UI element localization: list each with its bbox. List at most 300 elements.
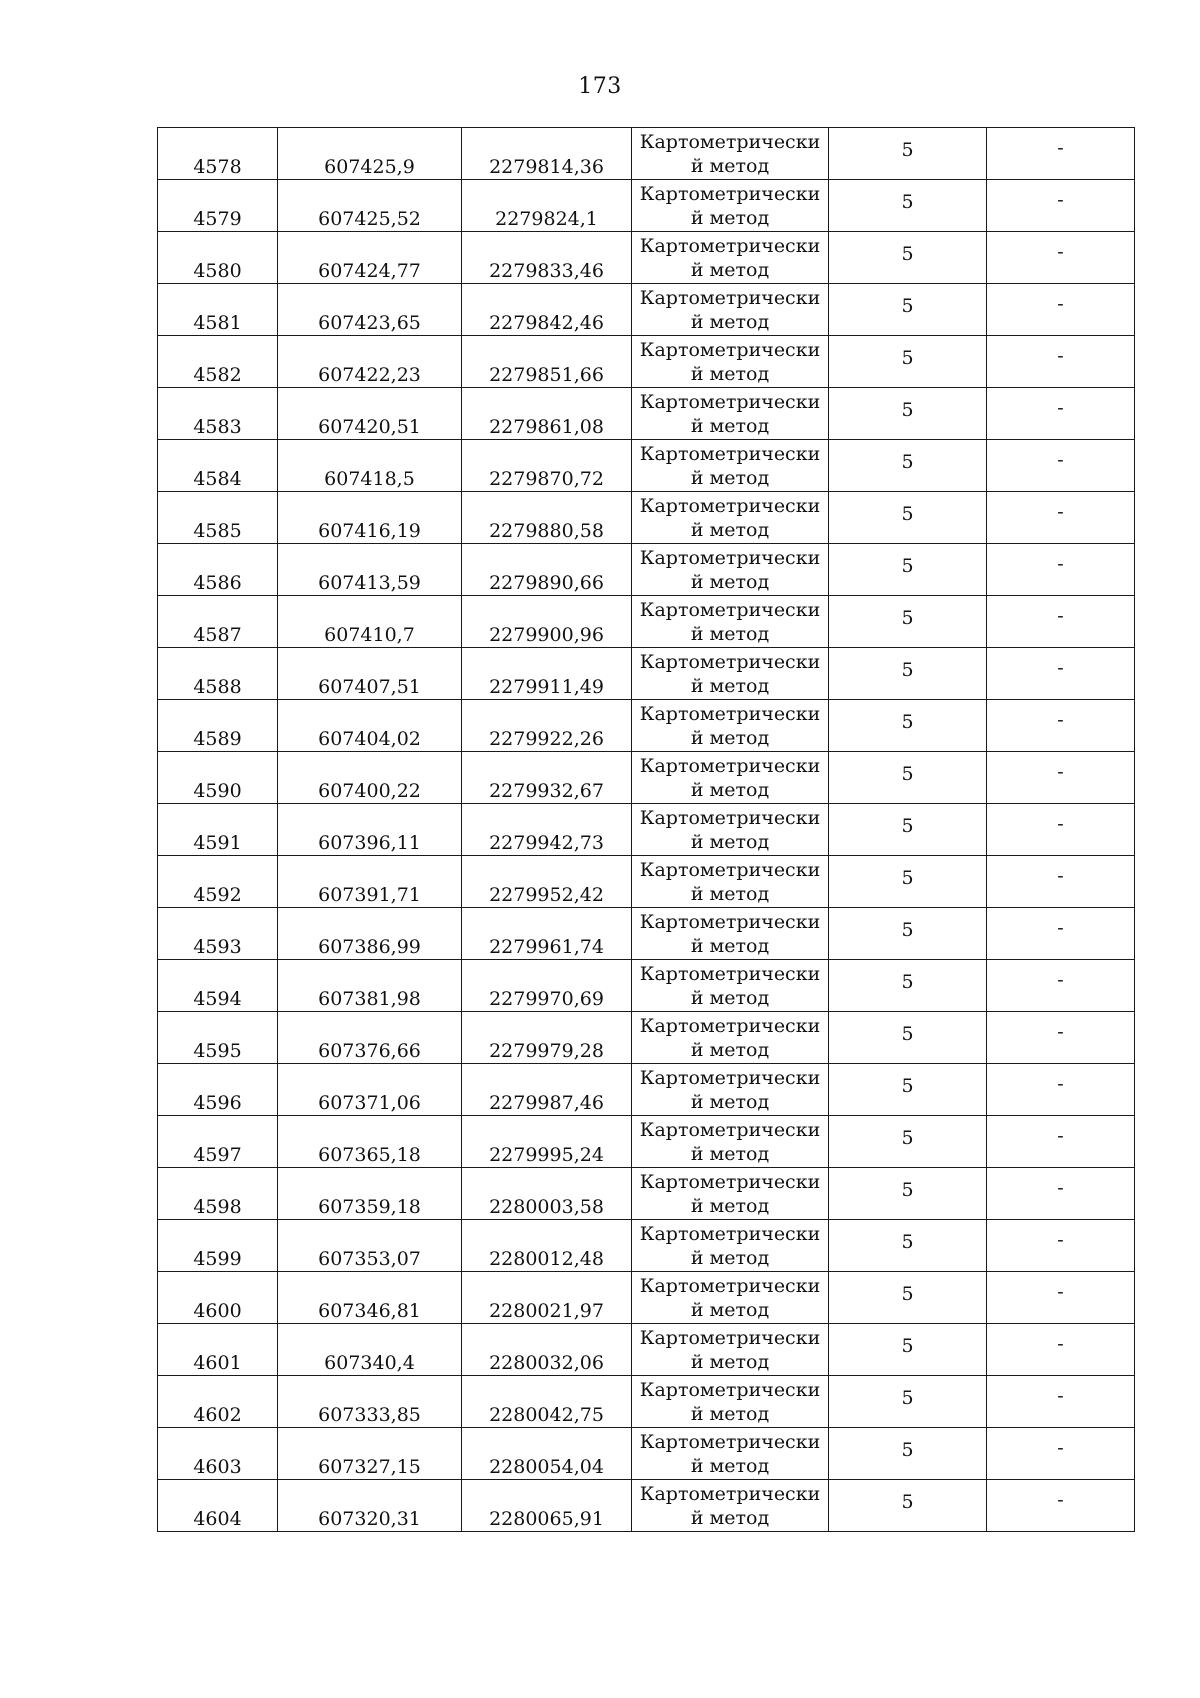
table-row: [158, 804, 1135, 856]
note-value: -: [1057, 1176, 1064, 1199]
note-cell: [987, 1480, 1135, 1532]
accuracy-value: 5: [901, 1490, 914, 1513]
accuracy-value: 5: [901, 970, 914, 993]
method-cell: [632, 804, 829, 856]
accuracy-cell: [829, 388, 987, 440]
note-cell: [987, 544, 1135, 596]
y-coordinate-cell: 2279824,1: [462, 180, 632, 232]
method-text-line2: й метод: [690, 258, 770, 281]
method-text-line2: й метод: [690, 1350, 770, 1373]
method-text-line1: Картометрически: [639, 1014, 821, 1037]
y-coordinate-cell: 2279970,69: [462, 960, 632, 1012]
method-text-line1: Картометрически: [639, 858, 821, 881]
method-text-line2: й метод: [690, 934, 770, 957]
table-row: [158, 596, 1135, 648]
point-number-cell: 4589: [158, 700, 278, 752]
method-text-line1: Картометрически: [639, 910, 821, 933]
method-text-line2: й метод: [690, 1454, 770, 1477]
accuracy-value: 5: [901, 1282, 914, 1305]
method-text-line2: й метод: [690, 518, 770, 541]
method-cell: [632, 1012, 829, 1064]
method-text-line1: Картометрически: [639, 546, 821, 569]
note-value: -: [1057, 1228, 1064, 1251]
y-coordinate-cell: 2279851,66: [462, 336, 632, 388]
method-text-line1: Картометрически: [639, 650, 821, 673]
point-number-cell: 4587: [158, 596, 278, 648]
method-text-line2: й метод: [690, 882, 770, 905]
accuracy-cell: [829, 1324, 987, 1376]
method-cell: [632, 1116, 829, 1168]
accuracy-value: 5: [901, 1386, 914, 1409]
accuracy-value: 5: [901, 866, 914, 889]
table-row: [158, 1428, 1135, 1480]
accuracy-cell: [829, 908, 987, 960]
method-cell: [632, 180, 829, 232]
method-text-line1: Картометрически: [639, 494, 821, 517]
method-text-line1: Картометрически: [639, 1482, 821, 1505]
accuracy-cell: [829, 596, 987, 648]
table-row: [158, 284, 1135, 336]
method-text-line1: Картометрически: [639, 1430, 821, 1453]
x-coordinate-cell: 607320,31: [278, 1480, 462, 1532]
accuracy-value: 5: [901, 918, 914, 941]
y-coordinate-cell: 2280054,04: [462, 1428, 632, 1480]
table-row: [158, 544, 1135, 596]
y-coordinate-cell: 2280042,75: [462, 1376, 632, 1428]
accuracy-cell: [829, 856, 987, 908]
table-row: [158, 128, 1135, 180]
method-text-line2: й метод: [690, 778, 770, 801]
y-coordinate-cell: 2279942,73: [462, 804, 632, 856]
table-row: [158, 648, 1135, 700]
method-text-line1: Картометрически: [639, 1066, 821, 1089]
note-value: -: [1057, 708, 1064, 731]
point-number-cell: 4582: [158, 336, 278, 388]
point-number-cell: 4588: [158, 648, 278, 700]
table-row: [158, 1272, 1135, 1324]
accuracy-cell: [829, 1168, 987, 1220]
method-cell: [632, 440, 829, 492]
table-body: [158, 128, 1135, 1532]
point-number-cell: 4594: [158, 960, 278, 1012]
point-number-cell: 4591: [158, 804, 278, 856]
note-cell: [987, 1220, 1135, 1272]
method-cell: [632, 856, 829, 908]
x-coordinate-cell: 607422,23: [278, 336, 462, 388]
accuracy-cell: [829, 492, 987, 544]
note-cell: [987, 856, 1135, 908]
method-cell: [632, 960, 829, 1012]
method-text-line2: й метод: [690, 830, 770, 853]
point-number-cell: 4600: [158, 1272, 278, 1324]
y-coordinate-cell: 2279952,42: [462, 856, 632, 908]
x-coordinate-cell: 607346,81: [278, 1272, 462, 1324]
y-coordinate-cell: 2280012,48: [462, 1220, 632, 1272]
table-row: [158, 908, 1135, 960]
table-row: [158, 232, 1135, 284]
x-coordinate-cell: 607365,18: [278, 1116, 462, 1168]
note-value: -: [1057, 1384, 1064, 1407]
table-row: [158, 700, 1135, 752]
method-text-line1: Картометрически: [639, 234, 821, 257]
accuracy-cell: [829, 1064, 987, 1116]
method-cell: [632, 336, 829, 388]
accuracy-value: 5: [901, 1074, 914, 1097]
note-cell: [987, 336, 1135, 388]
accuracy-value: 5: [901, 138, 914, 161]
table-row: [158, 1480, 1135, 1532]
note-cell: [987, 1272, 1135, 1324]
note-value: -: [1057, 136, 1064, 159]
accuracy-cell: [829, 1272, 987, 1324]
method-text-line2: й метод: [690, 986, 770, 1009]
method-text-line1: Картометрически: [639, 442, 821, 465]
accuracy-value: 5: [901, 1438, 914, 1461]
y-coordinate-cell: 2279979,28: [462, 1012, 632, 1064]
method-text-line1: Картометрически: [639, 1170, 821, 1193]
point-number-cell: 4604: [158, 1480, 278, 1532]
accuracy-cell: [829, 440, 987, 492]
method-text-line1: Картометрически: [639, 338, 821, 361]
accuracy-value: 5: [901, 554, 914, 577]
point-number-cell: 4590: [158, 752, 278, 804]
method-cell: [632, 752, 829, 804]
note-value: -: [1057, 552, 1064, 575]
accuracy-value: 5: [901, 658, 914, 681]
point-number-cell: 4585: [158, 492, 278, 544]
table-row: [158, 856, 1135, 908]
x-coordinate-cell: 607359,18: [278, 1168, 462, 1220]
y-coordinate-cell: 2280021,97: [462, 1272, 632, 1324]
note-cell: [987, 1116, 1135, 1168]
note-value: -: [1057, 864, 1064, 887]
method-text-line2: й метод: [690, 674, 770, 697]
method-cell: [632, 1220, 829, 1272]
accuracy-value: 5: [901, 710, 914, 733]
note-cell: [987, 232, 1135, 284]
point-number-cell: 4592: [158, 856, 278, 908]
note-cell: [987, 1428, 1135, 1480]
method-text-line2: й метод: [690, 310, 770, 333]
accuracy-cell: [829, 544, 987, 596]
note-value: -: [1057, 1020, 1064, 1043]
y-coordinate-cell: 2279814,36: [462, 128, 632, 180]
x-coordinate-cell: 607396,11: [278, 804, 462, 856]
method-cell: [632, 1428, 829, 1480]
table-row: [158, 1324, 1135, 1376]
point-number-cell: 4593: [158, 908, 278, 960]
table-row: [158, 336, 1135, 388]
method-text-line2: й метод: [690, 1038, 770, 1061]
table-row: [158, 1116, 1135, 1168]
page-number: 173: [578, 74, 622, 99]
accuracy-cell: [829, 1012, 987, 1064]
y-coordinate-cell: 2279833,46: [462, 232, 632, 284]
point-number-cell: 4601: [158, 1324, 278, 1376]
method-text-line2: й метод: [690, 1402, 770, 1425]
point-number-cell: 4595: [158, 1012, 278, 1064]
y-coordinate-cell: 2279922,26: [462, 700, 632, 752]
method-text-line1: Картометрически: [639, 702, 821, 725]
method-cell: [632, 492, 829, 544]
method-cell: [632, 1168, 829, 1220]
y-coordinate-cell: 2279961,74: [462, 908, 632, 960]
table-row: [158, 440, 1135, 492]
point-number-cell: 4596: [158, 1064, 278, 1116]
y-coordinate-cell: 2279870,72: [462, 440, 632, 492]
method-text-line2: й метод: [690, 154, 770, 177]
note-value: -: [1057, 344, 1064, 367]
note-cell: [987, 1064, 1135, 1116]
point-number-cell: 4578: [158, 128, 278, 180]
x-coordinate-cell: 607413,59: [278, 544, 462, 596]
note-value: -: [1057, 604, 1064, 627]
x-coordinate-cell: 607340,4: [278, 1324, 462, 1376]
method-cell: [632, 1376, 829, 1428]
note-value: -: [1057, 916, 1064, 939]
note-value: -: [1057, 500, 1064, 523]
method-cell: [632, 544, 829, 596]
point-number-cell: 4581: [158, 284, 278, 336]
method-text-line2: й метод: [690, 1506, 770, 1529]
method-text-line2: й метод: [690, 1298, 770, 1321]
note-value: -: [1057, 240, 1064, 263]
method-text-line1: Картометрически: [639, 962, 821, 985]
method-text-line2: й метод: [690, 362, 770, 385]
method-cell: [632, 648, 829, 700]
accuracy-value: 5: [901, 1334, 914, 1357]
method-cell: [632, 284, 829, 336]
x-coordinate-cell: 607381,98: [278, 960, 462, 1012]
accuracy-cell: [829, 1116, 987, 1168]
note-cell: [987, 128, 1135, 180]
method-text-line2: й метод: [690, 1246, 770, 1269]
note-value: -: [1057, 1332, 1064, 1355]
x-coordinate-cell: 607327,15: [278, 1428, 462, 1480]
method-cell: [632, 1324, 829, 1376]
accuracy-value: 5: [901, 1178, 914, 1201]
note-value: -: [1057, 812, 1064, 835]
note-cell: [987, 1376, 1135, 1428]
x-coordinate-cell: 607416,19: [278, 492, 462, 544]
y-coordinate-cell: 2279932,67: [462, 752, 632, 804]
x-coordinate-cell: 607391,71: [278, 856, 462, 908]
note-cell: [987, 180, 1135, 232]
note-value: -: [1057, 448, 1064, 471]
accuracy-value: 5: [901, 346, 914, 369]
accuracy-value: 5: [901, 242, 914, 265]
y-coordinate-cell: 2279900,96: [462, 596, 632, 648]
accuracy-cell: [829, 284, 987, 336]
table-row: [158, 1012, 1135, 1064]
method-text-line1: Картометрически: [639, 1118, 821, 1141]
note-value: -: [1057, 1072, 1064, 1095]
table-row: [158, 492, 1135, 544]
accuracy-value: 5: [901, 190, 914, 213]
note-cell: [987, 1168, 1135, 1220]
x-coordinate-cell: 607424,77: [278, 232, 462, 284]
x-coordinate-cell: 607425,52: [278, 180, 462, 232]
method-cell: [632, 388, 829, 440]
accuracy-cell: [829, 700, 987, 752]
accuracy-value: 5: [901, 1126, 914, 1149]
method-cell: [632, 1480, 829, 1532]
note-cell: [987, 388, 1135, 440]
method-text-line1: Картометрически: [639, 754, 821, 777]
accuracy-value: 5: [901, 814, 914, 837]
point-number-cell: 4599: [158, 1220, 278, 1272]
table-row: [158, 1220, 1135, 1272]
accuracy-cell: [829, 960, 987, 1012]
method-text-line2: й метод: [690, 570, 770, 593]
x-coordinate-cell: 607404,02: [278, 700, 462, 752]
accuracy-value: 5: [901, 762, 914, 785]
x-coordinate-cell: 607353,07: [278, 1220, 462, 1272]
accuracy-value: 5: [901, 450, 914, 473]
y-coordinate-cell: 2279890,66: [462, 544, 632, 596]
method-text-line1: Картометрически: [639, 286, 821, 309]
accuracy-value: 5: [901, 1022, 914, 1045]
note-cell: [987, 284, 1135, 336]
method-text-line1: Картометрически: [639, 806, 821, 829]
x-coordinate-cell: 607420,51: [278, 388, 462, 440]
note-cell: [987, 648, 1135, 700]
method-text-line1: Картометрически: [639, 1222, 821, 1245]
method-text-line1: Картометрически: [639, 1274, 821, 1297]
method-text-line2: й метод: [690, 1194, 770, 1217]
accuracy-cell: [829, 1220, 987, 1272]
x-coordinate-cell: 607407,51: [278, 648, 462, 700]
y-coordinate-cell: 2279842,46: [462, 284, 632, 336]
note-value: -: [1057, 396, 1064, 419]
x-coordinate-cell: 607371,06: [278, 1064, 462, 1116]
note-cell: [987, 492, 1135, 544]
point-number-cell: 4597: [158, 1116, 278, 1168]
x-coordinate-cell: 607386,99: [278, 908, 462, 960]
note-value: -: [1057, 1488, 1064, 1511]
x-coordinate-cell: 607333,85: [278, 1376, 462, 1428]
x-coordinate-cell: 607418,5: [278, 440, 462, 492]
point-number-cell: 4584: [158, 440, 278, 492]
table-row: [158, 388, 1135, 440]
method-text-line1: Картометрически: [639, 182, 821, 205]
y-coordinate-cell: 2279995,24: [462, 1116, 632, 1168]
accuracy-value: 5: [901, 502, 914, 525]
method-text-line1: Картометрически: [639, 1378, 821, 1401]
note-cell: [987, 804, 1135, 856]
accuracy-cell: [829, 180, 987, 232]
note-value: -: [1057, 188, 1064, 211]
accuracy-cell: [829, 232, 987, 284]
accuracy-cell: [829, 1376, 987, 1428]
note-value: -: [1057, 1280, 1064, 1303]
method-text-line1: Картометрически: [639, 390, 821, 413]
coordinates-table: [157, 127, 1135, 1532]
note-cell: [987, 1012, 1135, 1064]
x-coordinate-cell: 607425,9: [278, 128, 462, 180]
method-cell: [632, 232, 829, 284]
accuracy-cell: [829, 1480, 987, 1532]
x-coordinate-cell: 607423,65: [278, 284, 462, 336]
y-coordinate-cell: 2279987,46: [462, 1064, 632, 1116]
method-text-line2: й метод: [690, 206, 770, 229]
method-cell: [632, 596, 829, 648]
method-text-line1: Картометрически: [639, 130, 821, 153]
method-text-line2: й метод: [690, 414, 770, 437]
point-number-cell: 4580: [158, 232, 278, 284]
note-cell: [987, 752, 1135, 804]
note-value: -: [1057, 968, 1064, 991]
point-number-cell: 4586: [158, 544, 278, 596]
accuracy-cell: [829, 336, 987, 388]
table-row: [158, 960, 1135, 1012]
note-cell: [987, 1324, 1135, 1376]
method-cell: [632, 1272, 829, 1324]
note-value: -: [1057, 292, 1064, 315]
note-cell: [987, 908, 1135, 960]
note-cell: [987, 440, 1135, 492]
method-text-line2: й метод: [690, 1090, 770, 1113]
note-value: -: [1057, 760, 1064, 783]
note-cell: [987, 960, 1135, 1012]
table-row: [158, 1376, 1135, 1428]
accuracy-value: 5: [901, 294, 914, 317]
note-value: -: [1057, 1436, 1064, 1459]
table-row: [158, 1064, 1135, 1116]
point-number-cell: 4583: [158, 388, 278, 440]
method-cell: [632, 700, 829, 752]
x-coordinate-cell: 607400,22: [278, 752, 462, 804]
method-text-line2: й метод: [690, 466, 770, 489]
y-coordinate-cell: 2280065,91: [462, 1480, 632, 1532]
point-number-cell: 4602: [158, 1376, 278, 1428]
method-text-line2: й метод: [690, 726, 770, 749]
note-cell: [987, 700, 1135, 752]
point-number-cell: 4598: [158, 1168, 278, 1220]
y-coordinate-cell: 2279880,58: [462, 492, 632, 544]
point-number-cell: 4603: [158, 1428, 278, 1480]
accuracy-cell: [829, 752, 987, 804]
accuracy-cell: [829, 804, 987, 856]
method-cell: [632, 1064, 829, 1116]
accuracy-value: 5: [901, 1230, 914, 1253]
y-coordinate-cell: 2279911,49: [462, 648, 632, 700]
accuracy-value: 5: [901, 398, 914, 421]
x-coordinate-cell: 607376,66: [278, 1012, 462, 1064]
table-row: [158, 180, 1135, 232]
accuracy-cell: [829, 1428, 987, 1480]
note-value: -: [1057, 1124, 1064, 1147]
method-cell: [632, 908, 829, 960]
y-coordinate-cell: 2280003,58: [462, 1168, 632, 1220]
accuracy-value: 5: [901, 606, 914, 629]
x-coordinate-cell: 607410,7: [278, 596, 462, 648]
method-cell: [632, 128, 829, 180]
accuracy-cell: [829, 128, 987, 180]
note-value: -: [1057, 656, 1064, 679]
table-row: [158, 752, 1135, 804]
method-text-line2: й метод: [690, 1142, 770, 1165]
accuracy-cell: [829, 648, 987, 700]
point-number-cell: 4579: [158, 180, 278, 232]
note-cell: [987, 596, 1135, 648]
method-text-line1: Картометрически: [639, 1326, 821, 1349]
y-coordinate-cell: 2280032,06: [462, 1324, 632, 1376]
table-row: [158, 1168, 1135, 1220]
method-text-line1: Картометрически: [639, 598, 821, 621]
method-text-line2: й метод: [690, 622, 770, 645]
y-coordinate-cell: 2279861,08: [462, 388, 632, 440]
